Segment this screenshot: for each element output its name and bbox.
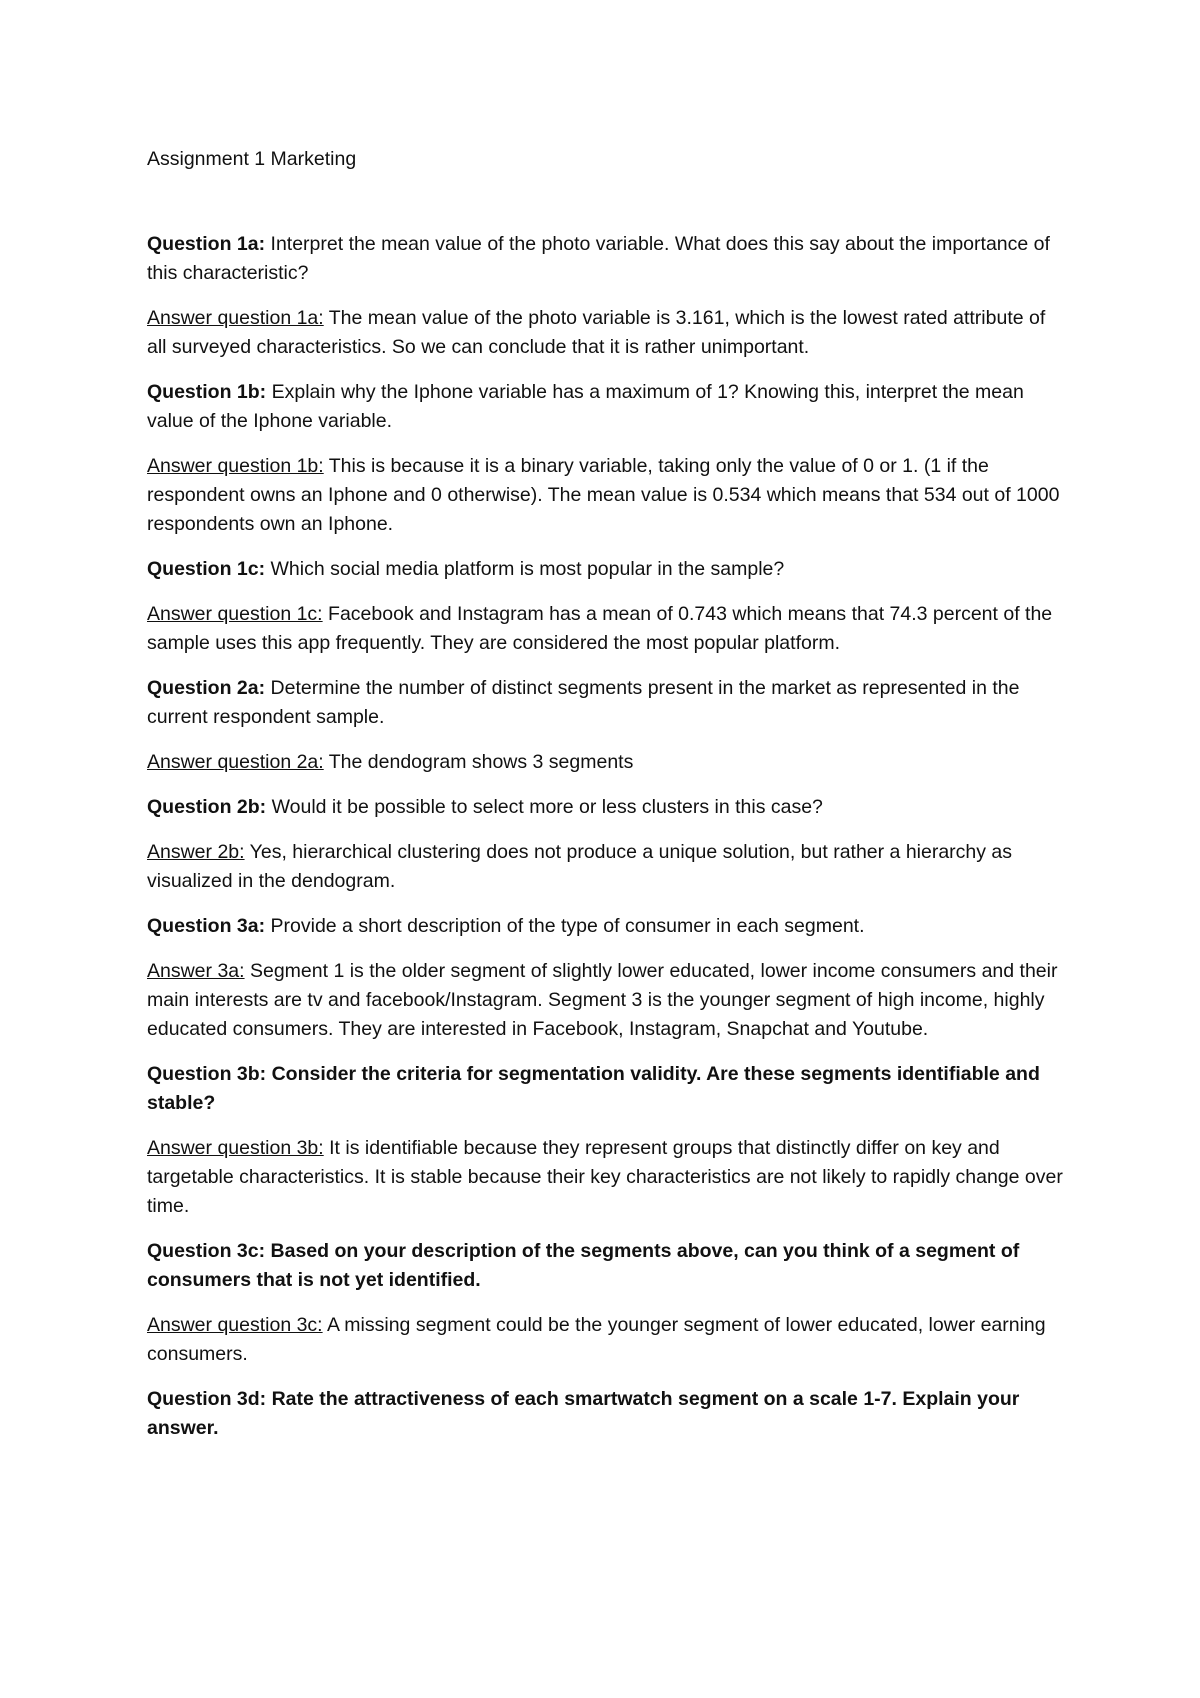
question-label: Question 1b: [147, 381, 267, 403]
question-paragraph [147, 378, 1067, 436]
question-paragraph [147, 1237, 1067, 1295]
answer-text: Segment 1 is the older segment of slightly lower educated, lower income consumers and their main interests are tv and facebook/Instagram. Segment 3 is the younger segment of high income, highly educated consumers. They are interested in Facebook, Instagram, Snapchat and Youtube. [147, 960, 1058, 1040]
question-text: Provide a short description of the type of consumer in each segment. [265, 915, 865, 937]
answer-text: The mean value of the photo variable is 3.161, which is the lowest rated attribute of all surveyed characteristics. So we can conclude that it is rather unimportant. [147, 307, 1046, 358]
answer-paragraph [147, 1134, 1067, 1221]
answer-paragraph [147, 600, 1067, 658]
answer-text: It is identifiable because they represent groups that distinctly differ on key and targetable characteristics. It is stable because their key characteristics are not likely to rapidly change over time. [147, 1137, 1063, 1217]
answer-text: This is because it is a binary variable, taking only the value of 0 or 1. (1 if the respondent owns an Iphone and 0 otherwise). The mean value is 0.534 which means that 534 out of 1000 respondents own an Iphone. [147, 455, 1060, 535]
question-label: Question 1a: [147, 233, 266, 255]
answer-paragraph [147, 838, 1067, 896]
answer-label: Answer question 1a: [147, 307, 324, 329]
question-label: Question 3c: [147, 1240, 266, 1262]
question-paragraph [147, 555, 1067, 584]
question-label: Question 3b: [147, 1063, 267, 1085]
question-text: Explain why the Iphone variable has a maximum of 1? Knowing this, interpret the mean value of the Iphone variable. [147, 381, 1024, 432]
answer-label: Answer 2b: [147, 841, 245, 863]
question-text: Which social media platform is most popular in the sample? [265, 558, 785, 580]
answer-label: Answer question 3b: [147, 1137, 324, 1159]
answer-label: Answer question 1b: [147, 455, 324, 477]
question-text: Rate the attractiveness of each smartwatch segment on a scale 1-7. Explain your answer. [147, 1388, 1020, 1439]
question-label: Question 2b: [147, 796, 267, 818]
document-title: Assignment 1 Marketing [147, 148, 357, 170]
question-paragraph [147, 1060, 1067, 1118]
question-paragraph [147, 912, 1067, 941]
answer-paragraph [147, 1311, 1067, 1369]
question-paragraph [147, 793, 1067, 822]
answer-text: The dendogram shows 3 segments [323, 751, 634, 773]
answer-text: Yes, hierarchical clustering does not produce a unique solution, but rather a hierarchy as visualized in the dendogram. [147, 841, 1013, 892]
document-body [147, 145, 1067, 1459]
question-paragraph [147, 1385, 1067, 1443]
question-label: Question 3a: [147, 915, 266, 937]
question-text: Would it be possible to select more or less clusters in this case? [266, 796, 823, 818]
answer-paragraph [147, 452, 1067, 539]
answer-label: Answer question 1c: [147, 603, 323, 625]
question-text: Based on your description of the segments above, can you think of a segment of consumers that is not yet identified. [147, 1240, 1020, 1291]
question-paragraph [147, 230, 1067, 288]
answer-label: Answer 3a: [147, 960, 245, 982]
answer-text: A missing segment could be the younger segment of lower educated, lower earning consumers. [147, 1314, 1046, 1365]
question-label: Question 2a: [147, 677, 266, 699]
question-paragraph [147, 674, 1067, 732]
answer-label: Answer question 3c: [147, 1314, 323, 1336]
question-text: Interpret the mean value of the photo variable. What does this say about the importance of this characteristic? [147, 233, 1050, 284]
answer-paragraph [147, 304, 1067, 362]
answer-text: Facebook and Instagram has a mean of 0.743 which means that 74.3 percent of the sample uses this app frequently. They are considered the most popular platform. [147, 603, 1053, 654]
question-text: Consider the criteria for segmentation validity. Are these segments identifiable and stable? [147, 1063, 1040, 1114]
answer-paragraph [147, 748, 1067, 777]
answer-label: Answer question 2a: [147, 751, 324, 773]
qa-list [147, 230, 1067, 1443]
question-text: Determine the number of distinct segments present in the market as represented in the current respondent sample. [147, 677, 1020, 728]
question-label: Question 3d: [147, 1388, 267, 1410]
question-label: Question 1c: [147, 558, 266, 580]
answer-paragraph [147, 957, 1067, 1044]
